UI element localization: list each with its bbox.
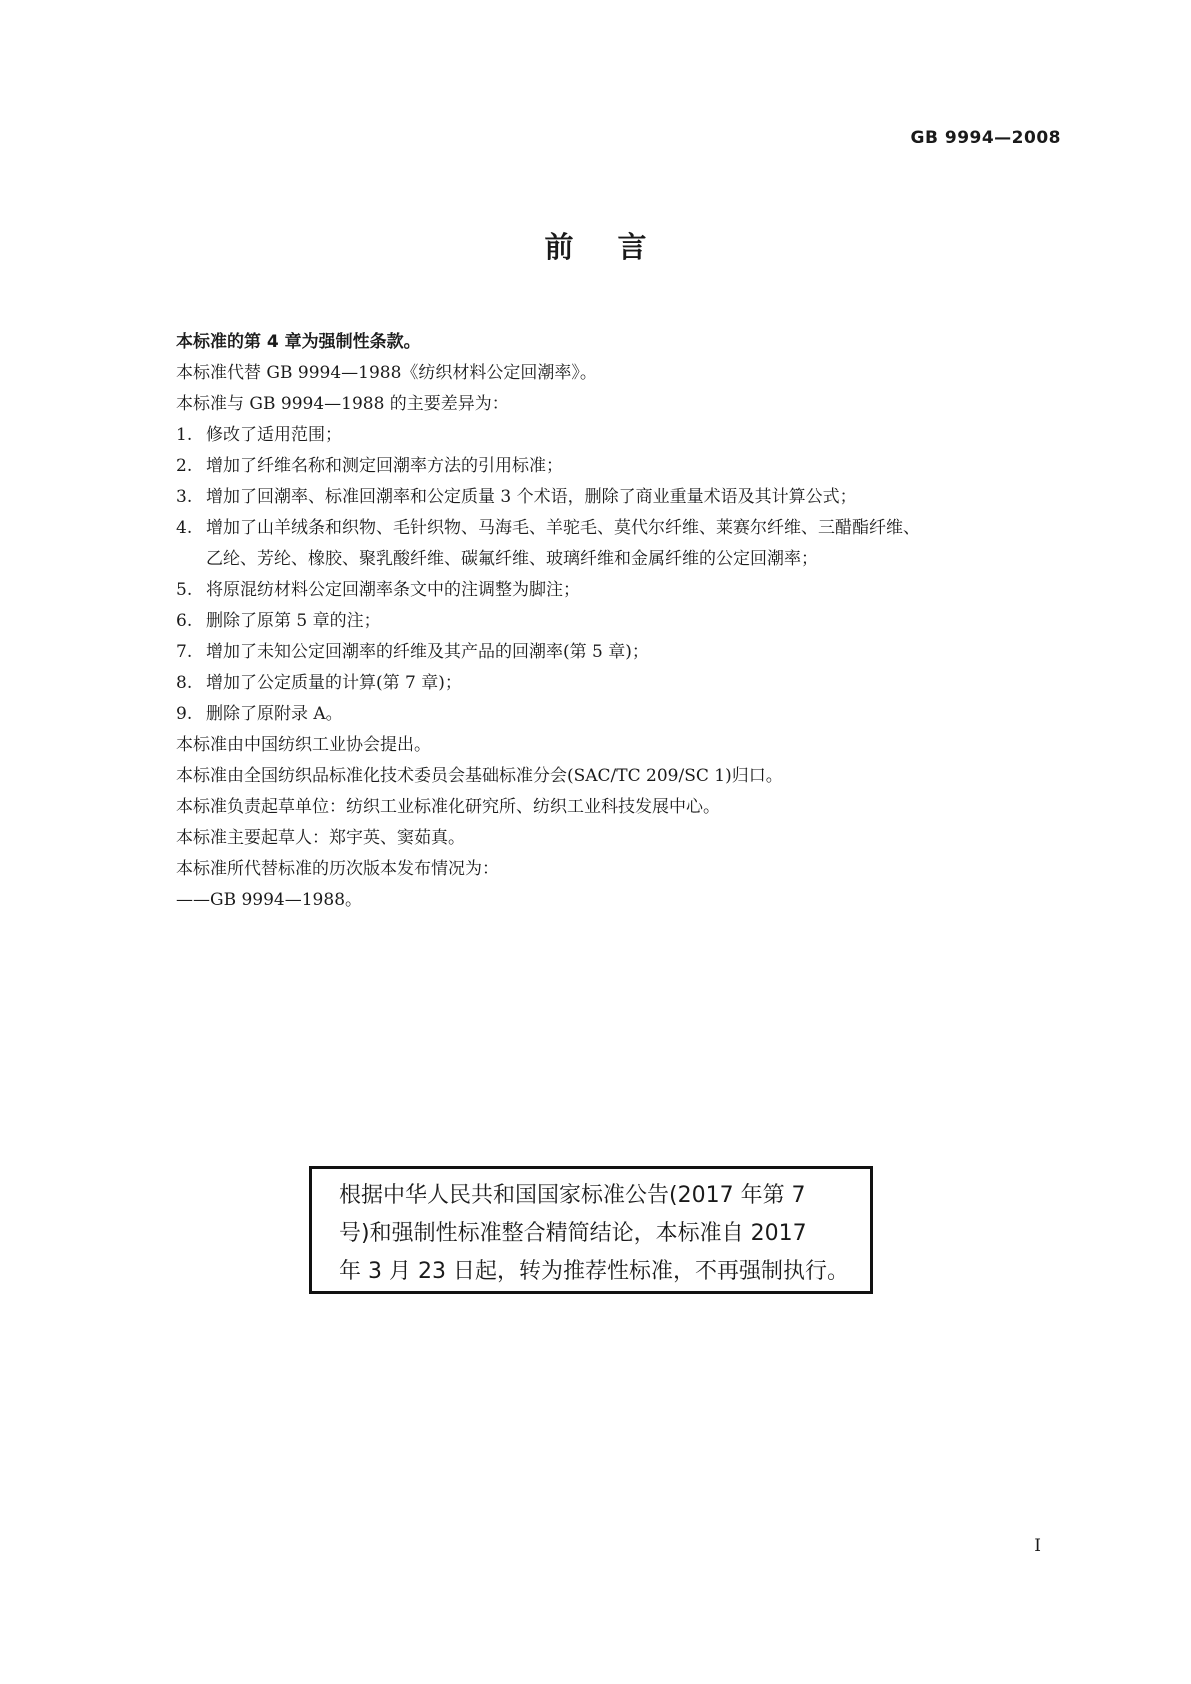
list-item-number: 8.: [176, 673, 193, 693]
list-item: [176, 451, 1076, 482]
list-item-text: 增加了未知公定回潮率的纤维及其产品的回潮率(第 5 章)；: [206, 642, 649, 662]
history-item: ——GB 9994—1988。: [176, 890, 363, 910]
proposer-line: 本标准由中国纺织工业协会提出。: [176, 735, 431, 755]
list-item-text: 修改了适用范围；: [206, 425, 342, 445]
drafters-line: 本标准主要起草人：郑宇英、窦茹真。: [176, 828, 465, 848]
page-number: I: [1034, 1536, 1041, 1556]
list-item-text: 增加了回潮率、标准回潮率和公定质量 3 个术语，删除了商业重量术语及其计算公式；: [206, 487, 857, 507]
list-item-text: 删除了原第 5 章的注；: [206, 611, 381, 631]
mandatory-clause-line: 本标准的第 4 章为强制性条款。: [176, 332, 421, 352]
notice-line: 根据中华人民共和国国家标准公告(2017 年第 7: [339, 1183, 806, 1208]
list-item-text-continued: 乙纶、芳纶、橡胶、聚乳酸纤维、碳氟纤维、玻璃纤维和金属纤维的公定回潮率；: [206, 549, 818, 569]
list-item-text: 将原混纺材料公定回潮率条文中的注调整为脚注；: [206, 580, 580, 600]
list-item: [176, 513, 1076, 575]
list-item-number: 9.: [176, 704, 193, 724]
list-item-number: 4.: [176, 518, 193, 538]
list-item: [176, 606, 1076, 637]
list-item-number: 1.: [176, 425, 193, 445]
differences-intro-line: 本标准与 GB 9994—1988 的主要差异为：: [176, 394, 509, 414]
history-intro-line: 本标准所代替标准的历次版本发布情况为：: [176, 859, 499, 879]
committee-line: 本标准由全国纺织品标准化技术委员会基础标准分会(SAC/TC 209/SC 1)归口。: [176, 766, 783, 786]
list-item-text: 增加了纤维名称和测定回潮率方法的引用标准；: [206, 456, 563, 476]
foreword-body: [176, 327, 1076, 916]
list-item-text-block: [206, 513, 920, 575]
list-item-text: 增加了山羊绒条和织物、毛针织物、马海毛、羊驼毛、莫代尔纤维、莱赛尔纤维、三醋酯纤维、: [206, 518, 920, 538]
list-item-text: 删除了原附录 A。: [206, 704, 343, 724]
replaces-line: 本标准代替 GB 9994—1988《纺织材料公定回潮率》。: [176, 363, 597, 383]
drafting-unit-line: 本标准负责起草单位：纺织工业标准化研究所、纺织工业科技发展中心。: [176, 797, 720, 817]
list-item-text: 增加了公定质量的计算(第 7 章)；: [206, 673, 462, 693]
list-item-number: 3.: [176, 487, 193, 507]
list-item-number: 2.: [176, 456, 193, 476]
list-item-number: 7.: [176, 642, 193, 662]
list-item: [176, 699, 1076, 730]
list-item-number: 6.: [176, 611, 193, 631]
status-notice-box: [309, 1166, 873, 1294]
list-item: [176, 637, 1076, 668]
notice-line: 年 3 月 23 日起，转为推荐性标准，不再强制执行。: [339, 1259, 849, 1284]
page-title: 前言: [544, 230, 691, 264]
list-item: [176, 420, 1076, 451]
standard-code: GB 9994—2008: [910, 128, 1061, 148]
list-item: [176, 668, 1076, 699]
notice-line: 号)和强制性标准整合精简结论，本标准自 2017: [339, 1221, 807, 1246]
list-item: [176, 482, 1076, 513]
list-item: [176, 575, 1076, 606]
list-item-number: 5.: [176, 580, 193, 600]
